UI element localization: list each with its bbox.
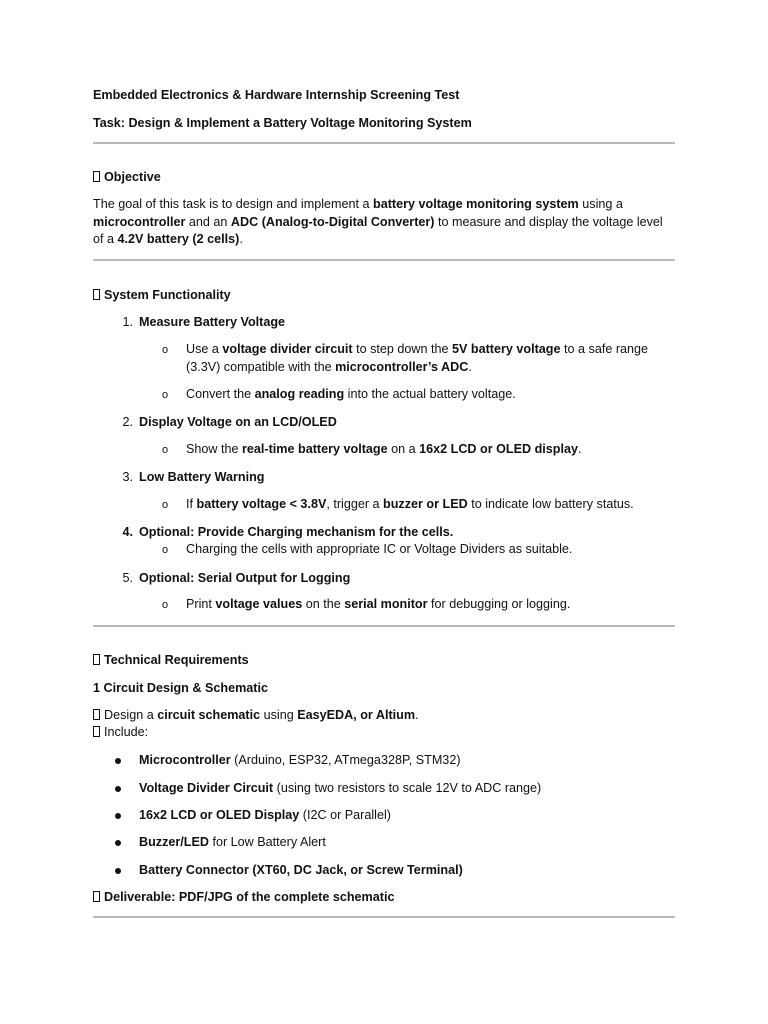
missing-glyph-icon <box>93 709 100 720</box>
divider <box>93 625 675 627</box>
deliverable-note: Deliverable: PDF/JPG of the complete schematic <box>93 889 394 906</box>
sub-item-text: Print voltage values on the serial monitor for debugging or logging. <box>186 597 571 611</box>
list-number: 1. <box>122 315 133 329</box>
sub-bullet: o <box>162 544 169 556</box>
objective-text-line: microcontroller and an ADC (Analog-to-Digital Converter) to measure and display the voltage level <box>93 215 663 229</box>
functionality-heading: System Functionality <box>93 287 231 304</box>
bullet-dot <box>115 840 121 846</box>
include-label: Include: <box>93 724 148 741</box>
sub-item-text: Charging the cells with appropriate IC or Voltage Dividers as suitable. <box>186 542 573 556</box>
sub-item-text: If battery voltage < 3.8V, trigger a buzzer or LED to indicate low battery status. <box>186 497 634 511</box>
list-number: 2. <box>122 415 133 429</box>
sub-bullet: o <box>162 344 169 356</box>
bullet-item: 16x2 LCD or OLED Display (I2C or Parallel) <box>139 808 391 822</box>
sub-bullet: o <box>162 499 169 511</box>
missing-glyph-icon <box>93 891 100 902</box>
section-heading: 1 Circuit Design & Schematic <box>93 681 268 695</box>
divider <box>93 916 675 918</box>
list-number: 5. <box>122 571 133 585</box>
sub-item-text: Convert the analog reading into the actual battery voltage. <box>186 387 516 401</box>
sub-item-text: (3.3V) compatible with the microcontroller’s ADC. <box>186 360 472 374</box>
bullet-item: Microcontroller (Arduino, ESP32, ATmega328P, STM32) <box>139 753 461 767</box>
objective-heading: Objective <box>93 169 161 186</box>
list-item-title: Optional: Serial Output for Logging <box>139 571 351 585</box>
bullet-dot <box>115 868 121 874</box>
list-item-title: Measure Battery Voltage <box>139 315 286 329</box>
missing-glyph-icon <box>93 171 100 182</box>
sub-item-text: Show the real-time battery voltage on a 16x2 LCD or OLED display. <box>186 442 582 456</box>
bullet-item: Battery Connector (XT60, DC Jack, or Screw Terminal) <box>139 863 463 877</box>
missing-glyph-icon <box>93 654 100 665</box>
design-instruction: Design a circuit schematic using EasyEDA, or Altium. <box>93 707 419 724</box>
list-number: 3. <box>122 470 133 484</box>
bullet-item: Voltage Divider Circuit (using two resistors to scale 12V to ADC range) <box>139 781 542 795</box>
objective-text-line: of a 4.2V battery (2 cells). <box>93 232 243 246</box>
missing-glyph-icon <box>93 726 100 737</box>
sub-item-text: Use a voltage divider circuit to step down the 5V battery voltage to a safe range <box>186 342 649 356</box>
sub-bullet: o <box>162 599 169 611</box>
missing-glyph-icon <box>93 289 100 300</box>
bullet-dot <box>115 813 121 819</box>
bullet-dot <box>115 786 121 792</box>
bullet-dot <box>115 758 121 764</box>
list-item-title: Display Voltage on an LCD/OLED <box>139 415 337 429</box>
divider <box>93 259 675 261</box>
divider <box>93 142 675 144</box>
technical-heading: Technical Requirements <box>93 652 249 669</box>
bullet-item: Buzzer/LED for Low Battery Alert <box>139 835 326 849</box>
list-number: 4. <box>122 525 133 539</box>
document-title: Embedded Electronics & Hardware Internship Screening Test <box>93 88 460 102</box>
objective-text-line: The goal of this task is to design and implement a battery voltage monitoring system using a <box>93 197 623 211</box>
list-item-title: Optional: Provide Charging mechanism for the cells. <box>139 525 454 539</box>
task-title: Task: Design & Implement a Battery Voltage Monitoring System <box>93 116 472 130</box>
list-item-title: Low Battery Warning <box>139 470 265 484</box>
sub-bullet: o <box>162 444 169 456</box>
sub-bullet: o <box>162 389 169 401</box>
